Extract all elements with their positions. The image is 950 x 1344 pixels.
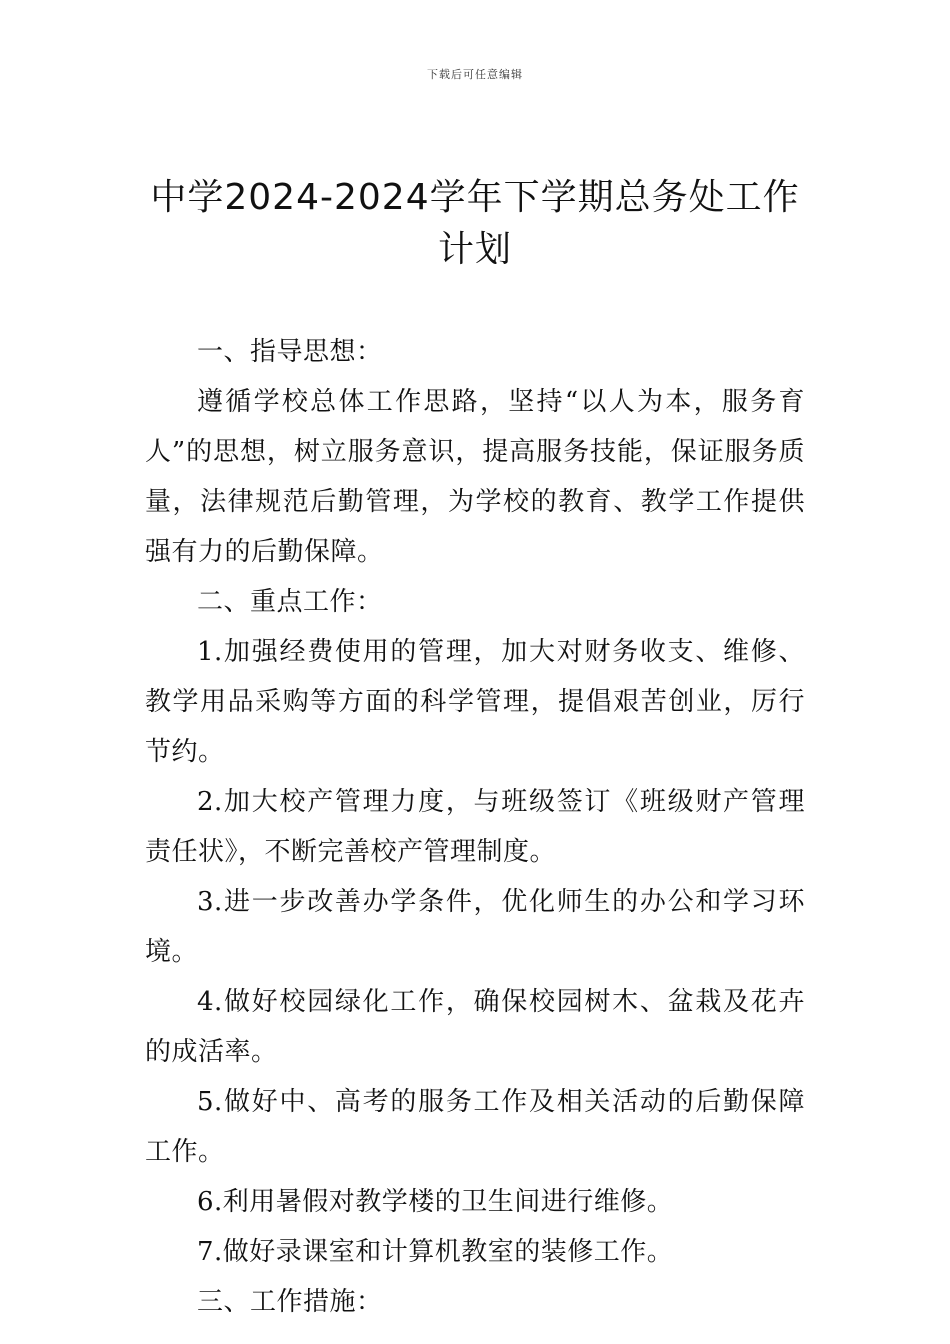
section-heading-work-measures: 三、工作措施： <box>197 1287 383 1317</box>
section-heading-key-work: 二、重点工作： <box>197 587 383 617</box>
list-item-1: 1.加强经费使用的管理，加大对财务收支、维修、教学用品采购等方面的科学管理，提倡艰苦创业，厉行节约。 <box>145 637 805 767</box>
document-body <box>145 327 805 1327</box>
paragraph-guiding-ideology: 遵循学校总体工作思路，坚持“以人为本，服务育人”的思想，树立服务意识，提高服务技能，保证服务质量，法律规范后勤管理，为学校的教育、教学工作提供强有力的后勤保障。 <box>145 387 805 567</box>
list-item-3: 3.进一步改善办学条件，优化师生的办公和学习环境。 <box>145 887 805 967</box>
list-item-4: 4.做好校园绿化工作，确保校园树木、盆栽及花卉的成活率。 <box>145 987 805 1067</box>
list-item-2: 2.加大校产管理力度，与班级签订《班级财产管理责任状》，不断完善校产管理制度。 <box>145 787 805 867</box>
section-heading-guiding-ideology: 一、指导思想： <box>197 337 383 367</box>
list-item-7: 7.做好录课室和计算机教室的装修工作。 <box>197 1237 674 1267</box>
document-title: 中学2024-2024学年下学期总务处工作计划 <box>150 177 800 270</box>
page-header-note: 下载后可任意编辑 <box>427 68 523 81</box>
list-item-5: 5.做好中、高考的服务工作及相关活动的后勤保障工作。 <box>145 1087 805 1167</box>
list-item-6: 6.利用暑假对教学楼的卫生间进行维修。 <box>197 1187 674 1217</box>
